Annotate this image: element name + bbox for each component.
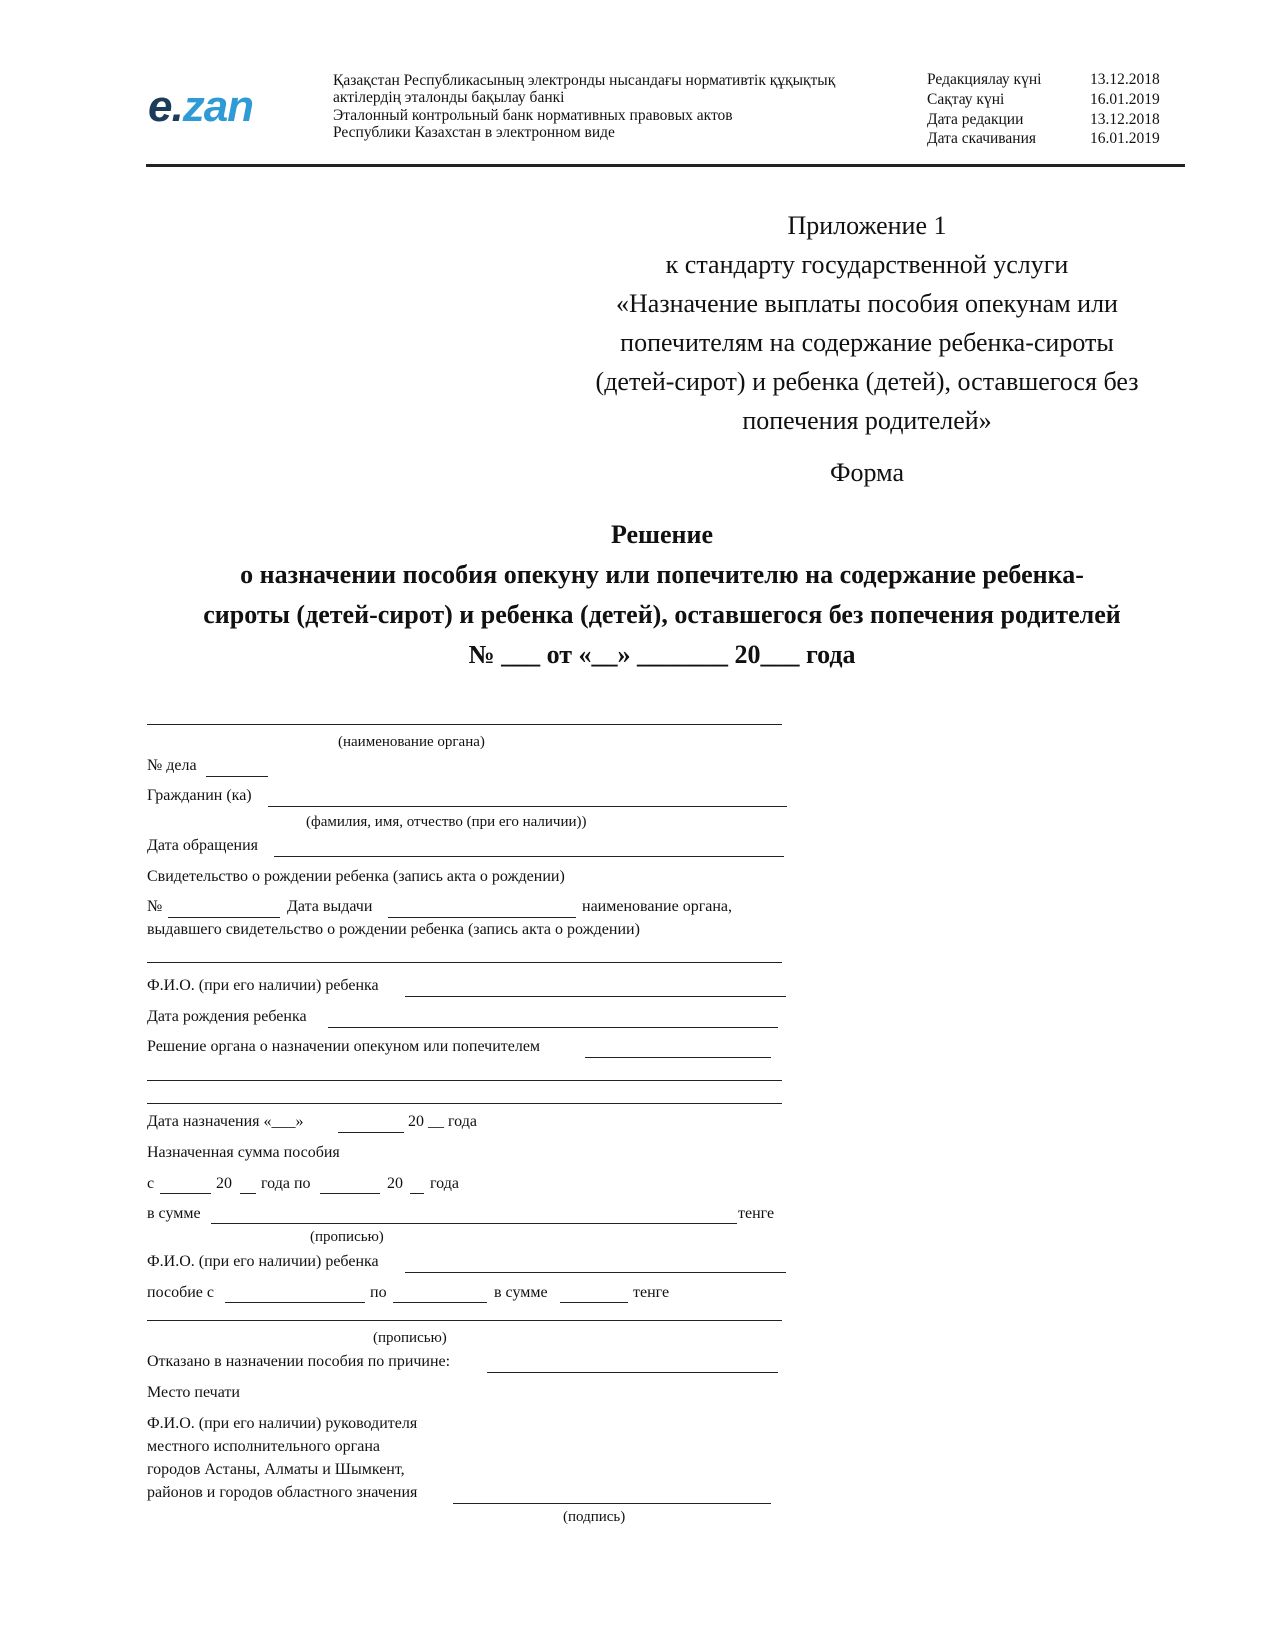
cert-no-label: № (147, 898, 163, 915)
appeal-date-label: Дата обращения (147, 837, 259, 854)
year-label: года (430, 1175, 459, 1192)
birth-cert-label: Свидетельство о рождении ребенка (запись акта о рождении) (147, 868, 565, 885)
meta-value-2: 16.01.2019 (1090, 91, 1160, 108)
signature-line[interactable] (453, 1503, 771, 1504)
from-year-line[interactable] (240, 1193, 256, 1194)
amount-label: в сумме (147, 1205, 201, 1222)
benefit-to-line[interactable] (393, 1302, 487, 1303)
child-fio2-line[interactable] (405, 1272, 786, 1273)
amount-line[interactable] (211, 1223, 737, 1224)
guardian-decision-label: Решение органа о назначении опекуном или попечителем (147, 1038, 541, 1055)
meta-value-3: 13.12.2018 (1090, 111, 1160, 128)
meta-value-1: 13.12.2018 (1090, 71, 1160, 88)
organ-line[interactable] (147, 724, 782, 725)
amount-words-line[interactable] (147, 1320, 782, 1321)
ezan-logo: e.zan (148, 82, 254, 131)
child-fio-label: Ф.И.О. (при его наличии) ребенка (147, 977, 379, 994)
stamp-place-label: Место печати (147, 1384, 240, 1401)
head-label-4: районов и городов областного значения (147, 1484, 418, 1501)
assigned-sum-label: Назначенная сумма пособия (147, 1144, 340, 1161)
in-words-caption: (прописью) (310, 1229, 384, 1245)
issue-date-line[interactable] (388, 917, 576, 918)
organ-caption: (наименование органа) (338, 734, 485, 750)
child-fio2-label: Ф.И.О. (при его наличии) ребенка (147, 1253, 379, 1270)
meta-label-2: Сақтау күні (927, 91, 1005, 108)
header-line-3: Эталонный контрольный банк нормативных правовых актов (333, 107, 733, 124)
appendix-line-1: Приложение 1 (787, 211, 947, 240)
refused-label: Отказано в назначении пособия по причине: (147, 1353, 451, 1370)
refused-line[interactable] (487, 1372, 778, 1373)
meta-label-3: Дата редакции (927, 111, 1024, 128)
guardian-decision-line-3[interactable] (147, 1103, 782, 1104)
decision-title: Решение (610, 520, 714, 549)
head-label-2: местного исполнительного органа (147, 1438, 380, 1455)
child-fio-line[interactable] (405, 996, 786, 997)
decision-subtitle-2: сироты (детей-сирот) и ребенка (детей), оставшегося без попечения родителей (203, 600, 1121, 629)
citizen-label: Гражданин (ка) (147, 787, 252, 804)
to-year-line[interactable] (410, 1193, 424, 1194)
issuer-line[interactable] (147, 962, 782, 963)
issuer-label-2: выдавшего свидетельство о рождении ребенка (запись акта о рождении) (147, 921, 640, 938)
head-label-3: городов Астаны, Алматы и Шымкент, (147, 1461, 405, 1478)
appeal-date-line[interactable] (274, 856, 784, 857)
meta-label-1: Редакциялау күні (927, 71, 1042, 88)
signature-caption: (подпись) (563, 1509, 626, 1525)
appendix-line-3: «Назначение выплаты пособия опекунам или (616, 289, 1118, 318)
appendix-line-6: попечения родителей» (742, 406, 992, 435)
to-year-label: 20 (387, 1175, 403, 1192)
cert-no-line[interactable] (168, 917, 280, 918)
benefit-from-label: пособие с (147, 1284, 214, 1301)
from-label: с (147, 1175, 155, 1192)
assign-year-label: 20 __ года (408, 1113, 477, 1130)
citizen-line[interactable] (268, 806, 787, 807)
guardian-decision-line-2[interactable] (147, 1080, 782, 1081)
benefit-tenge-label: тенге (633, 1284, 670, 1301)
benefit-to-label: по (370, 1284, 387, 1301)
child-birth-line[interactable] (328, 1027, 778, 1028)
form-label: Форма (830, 458, 904, 487)
from-year-label: 20 (216, 1175, 232, 1192)
appendix-line-5: (детей-сирот) и ребенка (детей), оставшегося без (595, 367, 1139, 396)
benefit-from-line[interactable] (225, 1302, 365, 1303)
fio-caption: (фамилия, имя, отчество (при его наличии)) (306, 814, 587, 830)
decision-subtitle-1: о назначении пособия опекуну или попечителю на содержание ребенка- (240, 560, 1084, 589)
appendix-line-2: к стандарту государственной услуги (665, 250, 1069, 279)
meta-label-4: Дата скачивания (927, 130, 1037, 147)
benefit-amount-line[interactable] (560, 1302, 628, 1303)
issue-date-label: Дата выдачи (287, 898, 373, 915)
head-label-1: Ф.И.О. (при его наличии) руководителя (147, 1415, 418, 1432)
benefit-amount-label: в сумме (494, 1284, 548, 1301)
assign-date-label: Дата назначения «___» (147, 1113, 304, 1130)
in-words-caption-2: (прописью) (373, 1330, 447, 1346)
guardian-decision-line[interactable] (585, 1057, 771, 1058)
case-no-label: № дела (147, 757, 197, 774)
child-birth-label: Дата рождения ребенка (147, 1008, 307, 1025)
appendix-line-4: попечителям на содержание ребенка-сироты (620, 328, 1114, 357)
issuer-label: наименование органа, (582, 898, 733, 915)
from-date-line[interactable] (160, 1193, 211, 1194)
to-date-line[interactable] (320, 1193, 380, 1194)
case-no-line[interactable] (206, 776, 268, 777)
header-rule (146, 164, 1185, 167)
header-line-4: Республики Казахстан в электронном виде (333, 124, 615, 141)
assign-month-line[interactable] (338, 1132, 404, 1133)
decision-number-line: № ___ от «__» _______ 20___ года (468, 640, 856, 669)
meta-value-4: 16.01.2019 (1090, 130, 1160, 147)
header-line-1: Қазақстан Республикасының электронды нысандағы нормативтік құқықтық (333, 72, 836, 89)
to-label: года по (261, 1175, 311, 1192)
tenge-label: тенге (738, 1205, 775, 1222)
header-line-2: актілердің эталонды бақылау банкі (333, 89, 565, 106)
